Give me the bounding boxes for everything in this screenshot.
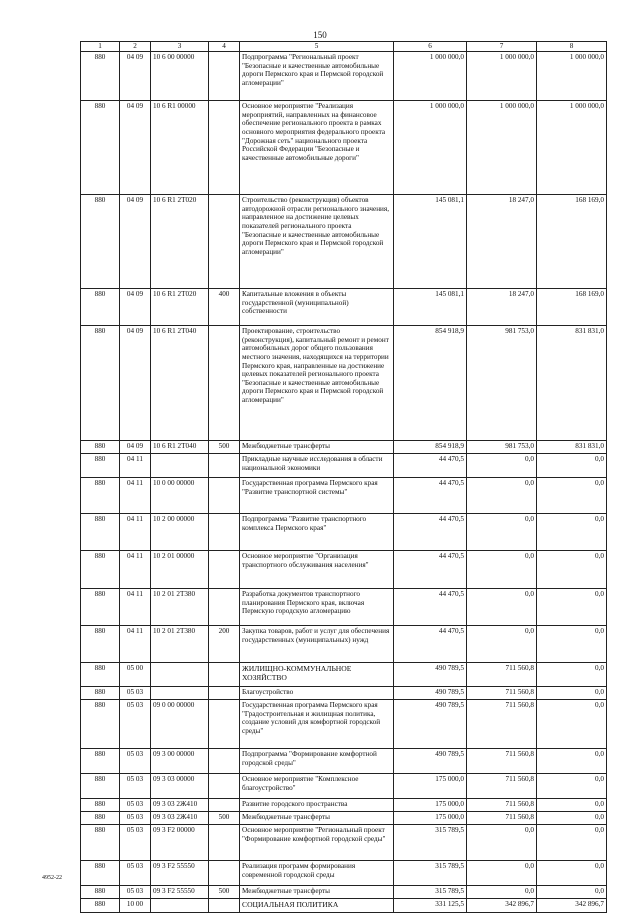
item-name-cell: Основное мероприятие "Организация транспортного обслуживания населения": [240, 551, 394, 589]
expense-type-cell: [209, 825, 240, 861]
section-code-cell: 04 09: [120, 289, 151, 326]
target-article-cell: 10 6 R1 00000: [151, 101, 209, 195]
amount-year2-cell: 981 753,0: [467, 326, 537, 441]
table-row: [81, 663, 607, 687]
section-code-cell: 05 03: [120, 799, 151, 812]
item-name-cell: Государственная программа Пермского края "Развитие транспортной системы": [240, 478, 394, 514]
amount-year1-cell: 331 125,5: [394, 899, 467, 913]
item-name-cell: Подпрограмма "Развитие транспортного комплекса Пермского края": [240, 514, 394, 551]
expense-type-cell: [209, 700, 240, 749]
admin-code-cell: 880: [81, 101, 120, 195]
amount-year2-cell: 0,0: [467, 514, 537, 551]
item-name-cell: Развитие городского пространства: [240, 799, 394, 812]
amount-year3-cell: 342 896,7: [537, 899, 607, 913]
amount-year2-cell: 0,0: [467, 551, 537, 589]
table-row: [81, 861, 607, 886]
table-row: [81, 551, 607, 589]
item-name-cell: Подпрограмма "Региональный проект "Безопасные и качественные автомобильные дороги Пермского края и Пермской городской агломерации": [240, 52, 394, 101]
amount-year1-cell: 44 470,5: [394, 514, 467, 551]
item-name-cell: Межбюджетные трансферты: [240, 886, 394, 899]
table-row: [81, 326, 607, 441]
item-name-cell: Проектирование, строительство (реконструкция), капитальный ремонт и ремонт автомобильных дорог общего пользования местного значения, находящихся на территории Пермского края, направленные на достижение целевых показателей регионального проекта "Безопасные и качественные автомобильные дороги Пермского края и Пермской городской агломерации": [240, 326, 394, 441]
admin-code-cell: 880: [81, 774, 120, 799]
item-name-cell: Благоустройство: [240, 687, 394, 700]
item-name-cell: СОЦИАЛЬНАЯ ПОЛИТИКА: [240, 899, 394, 913]
table-row: [81, 478, 607, 514]
table-row: [81, 799, 607, 812]
amount-year1-cell: 854 918,9: [394, 326, 467, 441]
table-row: [81, 626, 607, 663]
amount-year3-cell: 831 831,0: [537, 326, 607, 441]
amount-year1-cell: 315 789,5: [394, 825, 467, 861]
expense-type-cell: 500: [209, 886, 240, 899]
item-name-cell: Строительство (реконструкция) объектов автодорожной отрасли регионального значения, направленное на достижение целевых показателей регионального проекта "Безопасные и качественные автомобильные дороги Пермского края и Пермской городской агломерации": [240, 195, 394, 289]
expense-type-cell: 500: [209, 812, 240, 825]
item-name-cell: Основное мероприятие "Комплексное благоустройство": [240, 774, 394, 799]
expense-type-cell: [209, 774, 240, 799]
amount-year3-cell: 1 000 000,0: [537, 101, 607, 195]
target-article-cell: 09 3 03 00000: [151, 774, 209, 799]
amount-year3-cell: 168 169,0: [537, 289, 607, 326]
admin-code-cell: 880: [81, 626, 120, 663]
amount-year1-cell: 854 918,9: [394, 441, 467, 454]
target-article-cell: 09 0 00 00000: [151, 700, 209, 749]
budget-table: [80, 41, 607, 913]
amount-year2-cell: 1 000 000,0: [467, 52, 537, 101]
section-code-cell: 04 09: [120, 195, 151, 289]
amount-year1-cell: 1 000 000,0: [394, 52, 467, 101]
amount-year2-cell: 711 560,8: [467, 700, 537, 749]
expense-type-cell: [209, 478, 240, 514]
admin-code-cell: 880: [81, 687, 120, 700]
amount-year3-cell: 0,0: [537, 478, 607, 514]
amount-year2-cell: 0,0: [467, 825, 537, 861]
column-header: 7: [467, 42, 537, 52]
admin-code-cell: 880: [81, 441, 120, 454]
admin-code-cell: 880: [81, 478, 120, 514]
amount-year3-cell: 1 000 000,0: [537, 52, 607, 101]
table-row: [81, 454, 607, 478]
section-code-cell: 04 11: [120, 514, 151, 551]
amount-year2-cell: 1 000 000,0: [467, 101, 537, 195]
amount-year1-cell: 490 789,5: [394, 749, 467, 774]
amount-year2-cell: 0,0: [467, 861, 537, 886]
amount-year1-cell: 175 000,0: [394, 812, 467, 825]
expense-type-cell: [209, 326, 240, 441]
column-header: 3: [151, 42, 209, 52]
section-code-cell: 04 09: [120, 101, 151, 195]
item-name-cell: Основное мероприятие "Реализация мероприятий, направленных на финансовое обеспечение регионального проекта в рамках основного мероприятия федерального проекта "Дорожная сеть" национального проекта Российской Федерации "Безопасные и качественные автомобильные дороги": [240, 101, 394, 195]
expense-type-cell: [209, 551, 240, 589]
amount-year1-cell: 145 081,1: [394, 289, 467, 326]
amount-year3-cell: 0,0: [537, 774, 607, 799]
section-code-cell: 04 09: [120, 52, 151, 101]
amount-year1-cell: 44 470,5: [394, 478, 467, 514]
section-code-cell: 05 03: [120, 825, 151, 861]
target-article-cell: 10 2 01 2Т380: [151, 626, 209, 663]
amount-year2-cell: 0,0: [467, 589, 537, 626]
amount-year1-cell: 1 000 000,0: [394, 101, 467, 195]
table-row: [81, 589, 607, 626]
admin-code-cell: 880: [81, 195, 120, 289]
expense-type-cell: [209, 454, 240, 478]
table-row: [81, 899, 607, 913]
expense-type-cell: 500: [209, 441, 240, 454]
target-article-cell: 10 2 01 2Т380: [151, 589, 209, 626]
amount-year1-cell: 315 789,5: [394, 886, 467, 899]
target-article-cell: 09 3 00 00000: [151, 749, 209, 774]
admin-code-cell: 880: [81, 663, 120, 687]
column-header: 5: [240, 42, 394, 52]
column-header: 1: [81, 42, 120, 52]
amount-year3-cell: 0,0: [537, 663, 607, 687]
amount-year3-cell: 0,0: [537, 861, 607, 886]
amount-year2-cell: 711 560,8: [467, 749, 537, 774]
amount-year1-cell: 175 000,0: [394, 774, 467, 799]
item-name-cell: Основное мероприятие "Региональный проект "Формирование комфортной городской среды": [240, 825, 394, 861]
amount-year3-cell: 0,0: [537, 812, 607, 825]
item-name-cell: Прикладные научные исследования в области национальной экономики: [240, 454, 394, 478]
target-article-cell: 10 6 R1 2T020: [151, 289, 209, 326]
amount-year3-cell: 168 169,0: [537, 195, 607, 289]
amount-year1-cell: 44 470,5: [394, 589, 467, 626]
amount-year1-cell: 44 470,5: [394, 551, 467, 589]
section-code-cell: 04 11: [120, 626, 151, 663]
amount-year3-cell: 0,0: [537, 825, 607, 861]
page-number: 150: [313, 30, 327, 40]
target-article-cell: 09 3 F2 55550: [151, 886, 209, 899]
admin-code-cell: 880: [81, 899, 120, 913]
section-code-cell: 04 09: [120, 441, 151, 454]
admin-code-cell: 880: [81, 454, 120, 478]
section-code-cell: 04 11: [120, 551, 151, 589]
expense-type-cell: [209, 52, 240, 101]
amount-year2-cell: 711 560,8: [467, 687, 537, 700]
table-row: [81, 101, 607, 195]
amount-year2-cell: 18 247,0: [467, 289, 537, 326]
table-row: [81, 749, 607, 774]
section-code-cell: 10 00: [120, 899, 151, 913]
item-name-cell: Капитальные вложения в объекты государственной (муниципальной) собственности: [240, 289, 394, 326]
amount-year2-cell: 0,0: [467, 626, 537, 663]
admin-code-cell: 880: [81, 551, 120, 589]
amount-year3-cell: 0,0: [537, 749, 607, 774]
section-code-cell: 05 03: [120, 861, 151, 886]
footer-code: 4952-22: [42, 875, 62, 881]
amount-year2-cell: 0,0: [467, 454, 537, 478]
table-body: [81, 52, 607, 913]
section-code-cell: 04 11: [120, 454, 151, 478]
amount-year3-cell: 831 831,0: [537, 441, 607, 454]
expense-type-cell: [209, 899, 240, 913]
amount-year3-cell: 0,0: [537, 514, 607, 551]
admin-code-cell: 880: [81, 799, 120, 812]
table-row: [81, 195, 607, 289]
column-header: 4: [209, 42, 240, 52]
target-article-cell: 10 6 R1 2T020: [151, 195, 209, 289]
section-code-cell: 05 03: [120, 812, 151, 825]
table-row: [81, 886, 607, 899]
item-name-cell: Подпрограмма "Формирование комфортной городской среды": [240, 749, 394, 774]
section-code-cell: 05 03: [120, 700, 151, 749]
amount-year2-cell: 711 560,8: [467, 663, 537, 687]
target-article-cell: [151, 899, 209, 913]
column-header: 6: [394, 42, 467, 52]
target-article-cell: 10 6 R1 2T040: [151, 441, 209, 454]
amount-year1-cell: 44 470,5: [394, 454, 467, 478]
item-name-cell: Реализация программ формирования современной городской среды: [240, 861, 394, 886]
amount-year3-cell: 0,0: [537, 551, 607, 589]
table-row: [81, 289, 607, 326]
expense-type-cell: 200: [209, 626, 240, 663]
amount-year2-cell: 711 560,8: [467, 812, 537, 825]
amount-year3-cell: 0,0: [537, 886, 607, 899]
amount-year1-cell: 490 789,5: [394, 700, 467, 749]
target-article-cell: 10 2 00 00000: [151, 514, 209, 551]
amount-year1-cell: 44 470,5: [394, 626, 467, 663]
amount-year3-cell: 0,0: [537, 799, 607, 812]
admin-code-cell: 880: [81, 825, 120, 861]
target-article-cell: [151, 663, 209, 687]
expense-type-cell: 400: [209, 289, 240, 326]
section-code-cell: 05 03: [120, 749, 151, 774]
amount-year2-cell: 981 753,0: [467, 441, 537, 454]
target-article-cell: 09 3 03 2Ж410: [151, 812, 209, 825]
item-name-cell: Закупка товаров, работ и услуг для обеспечения государственных (муниципальных) нужд: [240, 626, 394, 663]
expense-type-cell: [209, 589, 240, 626]
table-row: [81, 700, 607, 749]
table-row: [81, 441, 607, 454]
amount-year3-cell: 0,0: [537, 589, 607, 626]
amount-year1-cell: 315 789,5: [394, 861, 467, 886]
target-article-cell: [151, 454, 209, 478]
item-name-cell: Государственная программа Пермского края "Градостроительная и жилищная политика, создание условий для комфортной городской среды": [240, 700, 394, 749]
item-name-cell: Разработка документов транспортного планирования Пермского края, включая Пермскую городскую агломерацию: [240, 589, 394, 626]
amount-year2-cell: 711 560,8: [467, 774, 537, 799]
admin-code-cell: 880: [81, 589, 120, 626]
expense-type-cell: [209, 687, 240, 700]
admin-code-cell: 880: [81, 52, 120, 101]
table-header-row: [81, 42, 607, 52]
expense-type-cell: [209, 861, 240, 886]
table-row: [81, 687, 607, 700]
column-header: 8: [537, 42, 607, 52]
target-article-cell: 09 3 F2 00000: [151, 825, 209, 861]
column-header: 2: [120, 42, 151, 52]
target-article-cell: 09 3 03 2Ж410: [151, 799, 209, 812]
section-code-cell: 04 09: [120, 326, 151, 441]
admin-code-cell: 880: [81, 749, 120, 774]
admin-code-cell: 880: [81, 812, 120, 825]
expense-type-cell: [209, 101, 240, 195]
section-code-cell: 05 03: [120, 886, 151, 899]
target-article-cell: [151, 687, 209, 700]
target-article-cell: 10 6 00 00000: [151, 52, 209, 101]
amount-year1-cell: 175 000,0: [394, 799, 467, 812]
section-code-cell: 04 11: [120, 589, 151, 626]
amount-year1-cell: 145 081,1: [394, 195, 467, 289]
amount-year3-cell: 0,0: [537, 454, 607, 478]
section-code-cell: 05 00: [120, 663, 151, 687]
item-name-cell: Межбюджетные трансферты: [240, 812, 394, 825]
amount-year1-cell: 490 789,5: [394, 687, 467, 700]
admin-code-cell: 880: [81, 886, 120, 899]
table-row: [81, 774, 607, 799]
expense-type-cell: [209, 663, 240, 687]
expense-type-cell: [209, 514, 240, 551]
admin-code-cell: 880: [81, 289, 120, 326]
expense-type-cell: [209, 799, 240, 812]
item-name-cell: Межбюджетные трансферты: [240, 441, 394, 454]
target-article-cell: 09 3 F2 55550: [151, 861, 209, 886]
target-article-cell: 10 0 00 00000: [151, 478, 209, 514]
admin-code-cell: 880: [81, 700, 120, 749]
target-article-cell: 10 2 01 00000: [151, 551, 209, 589]
section-code-cell: 04 11: [120, 478, 151, 514]
amount-year2-cell: 18 247,0: [467, 195, 537, 289]
amount-year3-cell: 0,0: [537, 687, 607, 700]
admin-code-cell: 880: [81, 326, 120, 441]
item-name-cell: ЖИЛИЩНО-КОММУНАЛЬНОЕ ХОЗЯЙСТВО: [240, 663, 394, 687]
amount-year2-cell: 0,0: [467, 478, 537, 514]
amount-year2-cell: 0,0: [467, 886, 537, 899]
section-code-cell: 05 03: [120, 774, 151, 799]
table-row: [81, 514, 607, 551]
amount-year2-cell: 342 896,7: [467, 899, 537, 913]
expense-type-cell: [209, 749, 240, 774]
amount-year1-cell: 490 789,5: [394, 663, 467, 687]
target-article-cell: 10 6 R1 2T040: [151, 326, 209, 441]
amount-year2-cell: 711 560,8: [467, 799, 537, 812]
admin-code-cell: 880: [81, 514, 120, 551]
table-row: [81, 52, 607, 101]
section-code-cell: 05 03: [120, 687, 151, 700]
table-row: [81, 812, 607, 825]
amount-year3-cell: 0,0: [537, 700, 607, 749]
admin-code-cell: 880: [81, 861, 120, 886]
table-row: [81, 825, 607, 861]
expense-type-cell: [209, 195, 240, 289]
amount-year3-cell: 0,0: [537, 626, 607, 663]
